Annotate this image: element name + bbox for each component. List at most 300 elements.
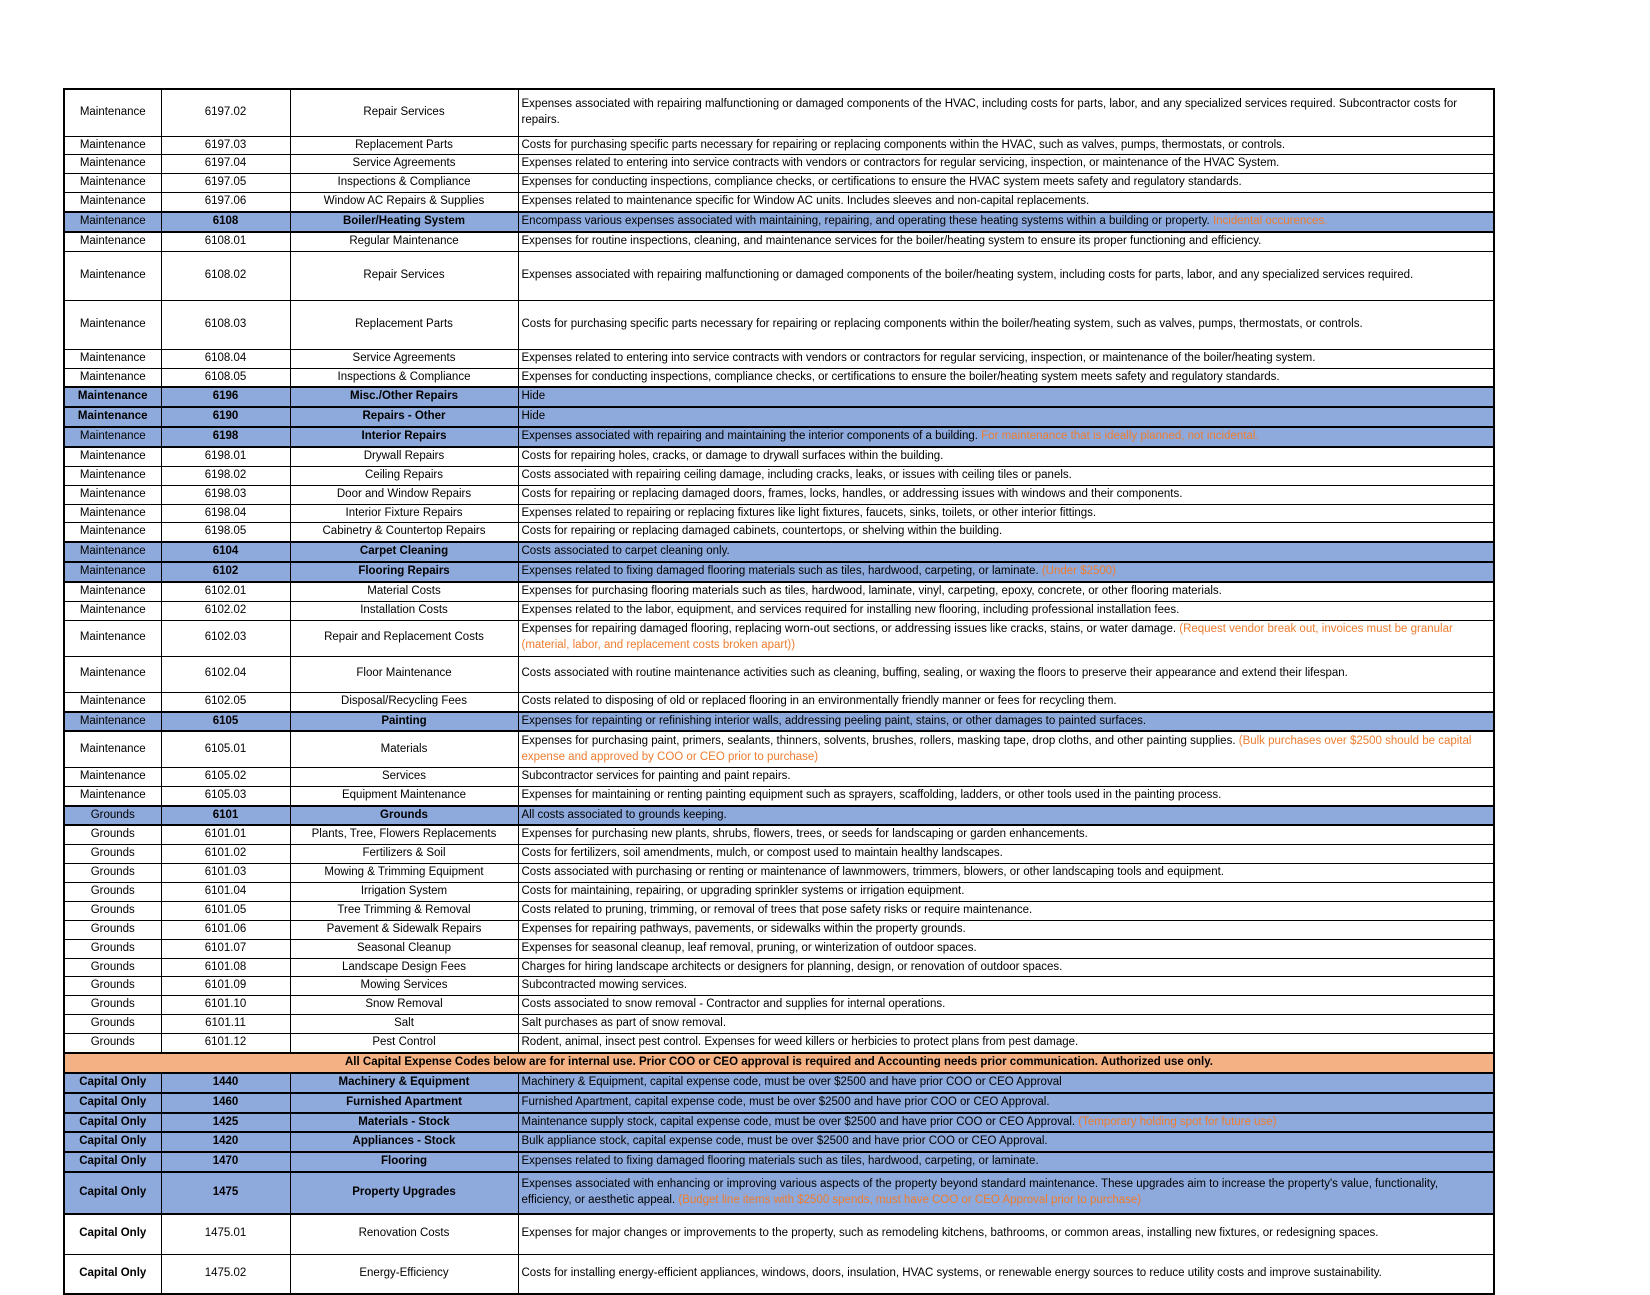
description-cell [518,466,1494,485]
table-row [64,958,1494,977]
code-cell: 1425 [161,1113,290,1133]
description-text: Costs for purchasing specific parts necessary for repairing or replacing components within the HVAC, such as valves, pumps, thermostats, or controls. [521,138,1286,151]
description-cell [518,251,1494,300]
code-cell: 6108.01 [161,232,290,251]
name-cell: Mowing Services [290,977,518,996]
name-cell: Painting [290,712,518,732]
description-cell [518,1073,1494,1093]
name-cell: Inspections & Compliance [290,368,518,387]
description-text: Costs for installing energy-efficient appliances, windows, doors, insulation, HVAC systems, or renewable energy sources to reduce utility costs and improve sustainability. [521,1266,1382,1279]
code-cell: 6198.05 [161,523,290,542]
description-cell [518,1132,1494,1152]
description-cell [518,300,1494,349]
description-text: Expenses related to the labor, equipment, and services required for installing new flooring, including professional installation fees. [521,603,1180,616]
table-row [64,883,1494,902]
name-cell: Plants, Tree, Flowers Replacements [290,825,518,844]
description-cell [518,212,1494,232]
category-cell: Capital Only [64,1113,161,1133]
name-cell: Regular Maintenance [290,232,518,251]
description-cell [518,1113,1494,1133]
name-cell: Repair and Replacement Costs [290,620,518,656]
code-cell: 6108 [161,212,290,232]
name-cell: Ceiling Repairs [290,466,518,485]
name-cell: Tree Trimming & Removal [290,901,518,920]
category-cell: Maintenance [64,731,161,767]
code-cell: 6104 [161,542,290,562]
code-cell: 6108.03 [161,300,290,349]
section-header-row [64,1073,1494,1093]
code-cell: 6102.02 [161,601,290,620]
table-row [64,447,1494,466]
description-note-text: For maintenance that is ideally planned, not incidental. [981,430,1259,443]
category-cell: Maintenance [64,767,161,786]
description-cell [518,542,1494,562]
code-cell: 6198 [161,427,290,447]
name-cell: Pest Control [290,1033,518,1052]
expense-code-table [63,88,1495,1295]
name-cell: Flooring [290,1152,518,1172]
capital-banner-text: All Capital Expense Codes below are for internal use. Prior COO or CEO approval is required and Accounting needs prior communication. Authorized use only. [64,1053,1494,1073]
code-cell: 6108.04 [161,349,290,368]
code-cell: 6101 [161,806,290,826]
description-cell [518,136,1494,155]
description-text: Expenses for purchasing paint, primers, sealants, thinners, solvents, brushes, rollers, masking tape, drop cloths, and other painting supplies. [521,734,1236,747]
description-cell [518,387,1494,407]
description-text: Subcontracted mowing services. [521,979,688,992]
table-row [64,300,1494,349]
code-cell: 6102.05 [161,692,290,711]
category-cell: Capital Only [64,1254,161,1294]
name-cell: Material Costs [290,582,518,601]
description-text: Expenses for maintaining or renting painting equipment such as sprayers, scaffolding, ladders, or other tools used in the painting process. [521,788,1222,801]
description-text: Expenses for major changes or improvements to the property, such as remodeling kitchens, bathrooms, or common areas, installing new fixtures, or redesigning spaces. [521,1227,1379,1240]
category-cell: Capital Only [64,1214,161,1254]
category-cell: Grounds [64,1015,161,1034]
category-cell: Maintenance [64,174,161,193]
code-cell: 1470 [161,1152,290,1172]
description-cell [518,656,1494,692]
description-cell [518,89,1494,136]
table-row [64,504,1494,523]
description-cell [518,883,1494,902]
description-text: Costs associated with routine maintenance activities such as cleaning, buffing, sealing, or waxing the floors to preserve their appearance and extend their lifespan. [521,667,1348,680]
description-text: Expenses related to entering into service contracts with vendors or contractors for regular servicing, inspection, or maintenance of the boiler/heating system. [521,351,1316,364]
name-cell: Fertilizers & Soil [290,845,518,864]
category-cell: Maintenance [64,407,161,427]
description-text: Expenses related to fixing damaged flooring materials such as tiles, hardwood, carpeting, or laminate. [521,565,1039,578]
name-cell: Repair Services [290,89,518,136]
name-cell: Snow Removal [290,996,518,1015]
description-note-text: (Under $2500) [1041,565,1116,578]
table-row [64,1254,1494,1294]
category-cell: Grounds [64,977,161,996]
category-cell: Maintenance [64,620,161,656]
description-cell [518,485,1494,504]
section-header-row [64,1093,1494,1113]
table-row [64,368,1494,387]
description-cell [518,155,1494,174]
description-cell [518,996,1494,1015]
description-cell [518,692,1494,711]
code-cell: 6101.07 [161,939,290,958]
name-cell: Machinery & Equipment [290,1073,518,1093]
code-cell: 6101.04 [161,883,290,902]
section-header-row [64,1172,1494,1214]
category-cell: Maintenance [64,786,161,805]
name-cell: Window AC Repairs & Supplies [290,193,518,212]
name-cell: Installation Costs [290,601,518,620]
category-cell: Maintenance [64,300,161,349]
category-cell: Capital Only [64,1073,161,1093]
description-cell [518,1172,1494,1214]
code-cell: 1475.01 [161,1214,290,1254]
name-cell: Repairs - Other [290,407,518,427]
code-cell: 6101.01 [161,825,290,844]
description-text: Hide [521,390,546,403]
description-cell [518,407,1494,427]
code-cell: 6108.05 [161,368,290,387]
description-text: Expenses for repainting or refinishing interior walls, addressing peeling paint, stains, or other damages to painted surfaces. [521,714,1147,727]
table-row [64,656,1494,692]
category-cell: Capital Only [64,1152,161,1172]
table-row [64,977,1494,996]
description-cell [518,958,1494,977]
category-cell: Grounds [64,996,161,1015]
category-cell: Grounds [64,939,161,958]
name-cell: Interior Repairs [290,427,518,447]
category-cell: Capital Only [64,1172,161,1214]
description-cell [518,368,1494,387]
description-text: Expenses related to fixing damaged flooring materials such as tiles, hardwood, carpeting, or laminate. [521,1155,1039,1168]
code-cell: 6197.05 [161,174,290,193]
description-cell [518,920,1494,939]
table-row [64,620,1494,656]
name-cell: Grounds [290,806,518,826]
code-cell: 6101.11 [161,1015,290,1034]
description-text: Expenses for repairing damaged flooring, replacing worn-out sections, or addressing issues like cracks, stains, or water damage. [521,623,1177,636]
code-cell: 6102.03 [161,620,290,656]
code-cell: 1440 [161,1073,290,1093]
table-row [64,466,1494,485]
description-note-text: Incidental occurences. [1212,214,1328,227]
expense-table-body [64,89,1494,1294]
name-cell: Landscape Design Fees [290,958,518,977]
description-text: Machinery & Equipment, capital expense code, must be over $2500 and have prior COO or CEO Approval [521,1075,1062,1088]
description-cell [518,1214,1494,1254]
name-cell: Salt [290,1015,518,1034]
table-row [64,485,1494,504]
description-text: Costs related to pruning, trimming, or removal of trees that pose safety risks or require maintenance. [521,903,1033,916]
description-cell [518,601,1494,620]
code-cell: 6197.06 [161,193,290,212]
name-cell: Irrigation System [290,883,518,902]
category-cell: Grounds [64,958,161,977]
category-cell: Grounds [64,1033,161,1052]
name-cell: Repair Services [290,251,518,300]
description-cell [518,174,1494,193]
description-cell [518,806,1494,826]
description-text: Expenses related to entering into service contracts with vendors or contractors for regular servicing, inspection, or maintenance of the HVAC System. [521,157,1280,170]
code-cell: 1475 [161,1172,290,1214]
section-header-row [64,542,1494,562]
code-cell: 6101.12 [161,1033,290,1052]
code-cell: 1460 [161,1093,290,1113]
table-row [64,692,1494,711]
category-cell: Maintenance [64,601,161,620]
category-cell: Grounds [64,845,161,864]
description-cell [518,1015,1494,1034]
description-cell [518,523,1494,542]
section-header-row [64,562,1494,582]
category-cell: Maintenance [64,562,161,582]
description-text: Costs associated to snow removal - Contractor and supplies for internal operations. [521,998,946,1011]
category-cell: Maintenance [64,89,161,136]
name-cell: Materials [290,731,518,767]
name-cell: Drywall Repairs [290,447,518,466]
description-cell [518,1254,1494,1294]
section-header-row [64,427,1494,447]
name-cell: Carpet Cleaning [290,542,518,562]
description-text: Costs for repairing or replacing damaged cabinets, countertops, or shelving within the building. [521,525,1003,538]
category-cell: Maintenance [64,656,161,692]
name-cell: Materials - Stock [290,1113,518,1133]
section-header-row [64,1113,1494,1133]
table-row [64,996,1494,1015]
name-cell: Replacement Parts [290,300,518,349]
code-cell: 1475.02 [161,1254,290,1294]
description-cell [518,825,1494,844]
code-cell: 6190 [161,407,290,427]
capital-banner-row [64,1053,1494,1073]
table-row [64,1033,1494,1052]
category-cell: Maintenance [64,504,161,523]
code-cell: 6105 [161,712,290,732]
description-text: Costs associated to carpet cleaning only. [521,545,730,558]
section-header-row [64,806,1494,826]
table-row [64,939,1494,958]
table-row [64,920,1494,939]
category-cell: Grounds [64,825,161,844]
table-row [64,731,1494,767]
name-cell: Property Upgrades [290,1172,518,1214]
description-text: Salt purchases as part of snow removal. [521,1017,727,1030]
name-cell: Interior Fixture Repairs [290,504,518,523]
name-cell: Equipment Maintenance [290,786,518,805]
description-note-text: (Budget line items with $2500 spends, must have COO or CEO Approval prior to purchase) [678,1194,1142,1207]
description-text: Expenses for conducting inspections, compliance checks, or certifications to ensure the boiler/heating system meets safety and regulatory standards. [521,370,1280,383]
code-cell: 6196 [161,387,290,407]
name-cell: Floor Maintenance [290,656,518,692]
code-cell: 6102 [161,562,290,582]
description-text: Expenses for repairing pathways, pavements, or sidewalks within the property grounds. [521,922,966,935]
category-cell: Maintenance [64,155,161,174]
table-row [64,767,1494,786]
category-cell: Grounds [64,806,161,826]
section-header-row [64,1132,1494,1152]
description-cell [518,1152,1494,1172]
code-cell: 6101.06 [161,920,290,939]
table-row [64,786,1494,805]
description-text: Expenses for routine inspections, cleaning, and maintenance services for the boiler/heating system to ensure its proper functioning and efficiency. [521,234,1262,247]
code-cell: 6101.10 [161,996,290,1015]
description-text: Charges for hiring landscape architects or designers for planning, design, or renovation of outdoor spaces. [521,960,1063,973]
description-text: Costs related to disposing of old or replaced flooring in an environmentally friendly manner or fees for recycling them. [521,694,1117,707]
category-cell: Maintenance [64,542,161,562]
description-cell [518,447,1494,466]
code-cell: 6197.03 [161,136,290,155]
description-cell [518,939,1494,958]
description-note-text: (Bulk purchases over $2500 should be capital expense and approved by COO or CEO prior to purchase) [521,734,1472,763]
description-text: Costs for fertilizers, soil amendments, mulch, or compost used to maintain healthy landscapes. [521,847,1003,860]
table-row [64,601,1494,620]
description-text: Costs associated with purchasing or renting or maintenance of lawnmowers, trimmers, blowers, or other landscaping tools and equipment. [521,866,1224,879]
table-row [64,901,1494,920]
name-cell: Service Agreements [290,349,518,368]
code-cell: 6102.04 [161,656,290,692]
code-cell: 1420 [161,1132,290,1152]
category-cell: Grounds [64,864,161,883]
description-text: Costs for purchasing specific parts necessary for repairing or replacing components within the boiler/heating system, such as valves, pumps, thermostats, or controls. [521,317,1363,330]
description-text: Expenses associated with enhancing or improving various aspects of the property beyond standard maintenance. These upgrades aim to increase the property's value, functionality, efficiency, or aesthetic appeal. [521,1178,1439,1207]
code-cell: 6197.02 [161,89,290,136]
description-text: Expenses for purchasing flooring materials such as tiles, hardwood, laminate, vinyl, carpeting, epoxy, concrete, or other flooring materials. [521,584,1222,597]
category-cell: Maintenance [64,193,161,212]
category-cell: Maintenance [64,349,161,368]
table-row [64,582,1494,601]
code-cell: 6102.01 [161,582,290,601]
table-row [64,193,1494,212]
code-cell: 6101.05 [161,901,290,920]
description-text: Subcontractor services for painting and paint repairs. [521,769,791,782]
description-text: Costs for repairing or replacing damaged doors, frames, locks, handles, or addressing issues with windows and their components. [521,487,1183,500]
description-cell [518,864,1494,883]
table-row [64,845,1494,864]
name-cell: Flooring Repairs [290,562,518,582]
category-cell: Grounds [64,920,161,939]
code-cell: 6198.04 [161,504,290,523]
description-text: Expenses related to repairing or replacing fixtures like light fixtures, faucets, sinks, toilets, or other interior fittings. [521,506,1097,519]
description-cell [518,427,1494,447]
category-cell: Capital Only [64,1132,161,1152]
name-cell: Renovation Costs [290,1214,518,1254]
table-row [64,251,1494,300]
category-cell: Capital Only [64,1093,161,1113]
table-row [64,825,1494,844]
name-cell: Furnished Apartment [290,1093,518,1113]
description-cell [518,620,1494,656]
code-cell: 6198.03 [161,485,290,504]
name-cell: Services [290,767,518,786]
table-row [64,155,1494,174]
code-cell: 6101.02 [161,845,290,864]
description-text: All costs associated to grounds keeping. [521,808,727,821]
code-cell: 6101.08 [161,958,290,977]
description-cell [518,562,1494,582]
table-row [64,136,1494,155]
description-cell [518,1033,1494,1052]
code-cell: 6197.04 [161,155,290,174]
table-row [64,89,1494,136]
description-text: Costs for repairing holes, cracks, or damage to drywall surfaces within the building. [521,449,944,462]
description-cell [518,1093,1494,1113]
table-row [64,232,1494,251]
name-cell: Appliances - Stock [290,1132,518,1152]
description-text: Expenses associated with repairing malfunctioning or damaged components of the boiler/heating system, including costs for parts, labor, and any specialized services required. [521,268,1414,281]
description-cell [518,845,1494,864]
table-row [64,523,1494,542]
name-cell: Seasonal Cleanup [290,939,518,958]
description-note-text: (Request vendor break out, invoices must be granular (material, labor, and replacement costs broken apart)) [521,623,1453,652]
category-cell: Maintenance [64,212,161,232]
category-cell: Grounds [64,883,161,902]
table-row [64,864,1494,883]
section-header-row [64,1152,1494,1172]
description-text: Hide [521,410,546,423]
category-cell: Maintenance [64,251,161,300]
description-text: Expenses related to maintenance specific for Window AC units. Includes sleeves and non-capital replacements. [521,195,1090,208]
name-cell: Mowing & Trimming Equipment [290,864,518,883]
description-text: Expenses for conducting inspections, compliance checks, or certifications to ensure the HVAC system meets safety and regulatory standards. [521,176,1242,189]
category-cell: Maintenance [64,136,161,155]
description-text: Maintenance supply stock, capital expense code, must be over $2500 and have prior COO or CEO Approval. [521,1115,1076,1128]
code-cell: 6198.01 [161,447,290,466]
name-cell: Energy-Efficiency [290,1254,518,1294]
category-cell: Maintenance [64,427,161,447]
description-cell [518,731,1494,767]
category-cell: Maintenance [64,447,161,466]
section-header-row [64,212,1494,232]
code-cell: 6105.03 [161,786,290,805]
description-cell [518,582,1494,601]
description-cell [518,349,1494,368]
description-text: Expenses for purchasing new plants, shrubs, flowers, trees, or seeds for landscaping or garden enhancements. [521,828,1088,841]
description-text: Bulk appliance stock, capital expense code, must be over $2500 and have prior COO or CEO Approval. [521,1135,1048,1148]
category-cell: Maintenance [64,466,161,485]
category-cell: Maintenance [64,712,161,732]
description-text: Expenses for seasonal cleanup, leaf removal, pruning, or winterization of outdoor spaces. [521,941,977,954]
code-cell: 6101.09 [161,977,290,996]
description-cell [518,786,1494,805]
name-cell: Boiler/Heating System [290,212,518,232]
table-row [64,174,1494,193]
description-text: Expenses associated with repairing and maintaining the interior components of a building. [521,430,978,443]
code-cell: 6198.02 [161,466,290,485]
description-text: Expenses associated with repairing malfunctioning or damaged components of the HVAC, including costs for parts, labor, and any specialized services required. Subcontractor costs for repairs. [521,97,1458,126]
name-cell: Replacement Parts [290,136,518,155]
category-cell: Maintenance [64,523,161,542]
category-cell: Maintenance [64,387,161,407]
description-cell [518,504,1494,523]
description-text: Costs for maintaining, repairing, or upgrading sprinkler systems or irrigation equipment. [521,885,965,898]
category-cell: Maintenance [64,232,161,251]
name-cell: Inspections & Compliance [290,174,518,193]
table-row [64,1015,1494,1034]
name-cell: Misc./Other Repairs [290,387,518,407]
section-header-row [64,387,1494,407]
description-text: Rodent, animal, insect pest control. Expenses for weed killers or herbicies to protect plans from pest damage. [521,1035,1079,1048]
description-cell [518,901,1494,920]
category-cell: Grounds [64,901,161,920]
category-cell: Maintenance [64,582,161,601]
table-row [64,1214,1494,1254]
description-text: Furnished Apartment, capital expense code, must be over $2500 and have prior COO or CEO Approval. [521,1095,1050,1108]
section-header-row [64,407,1494,427]
description-cell [518,232,1494,251]
name-cell: Pavement & Sidewalk Repairs [290,920,518,939]
description-note-text: (Temporary holding spot for future use) [1078,1115,1277,1128]
code-cell: 6105.01 [161,731,290,767]
description-cell [518,977,1494,996]
